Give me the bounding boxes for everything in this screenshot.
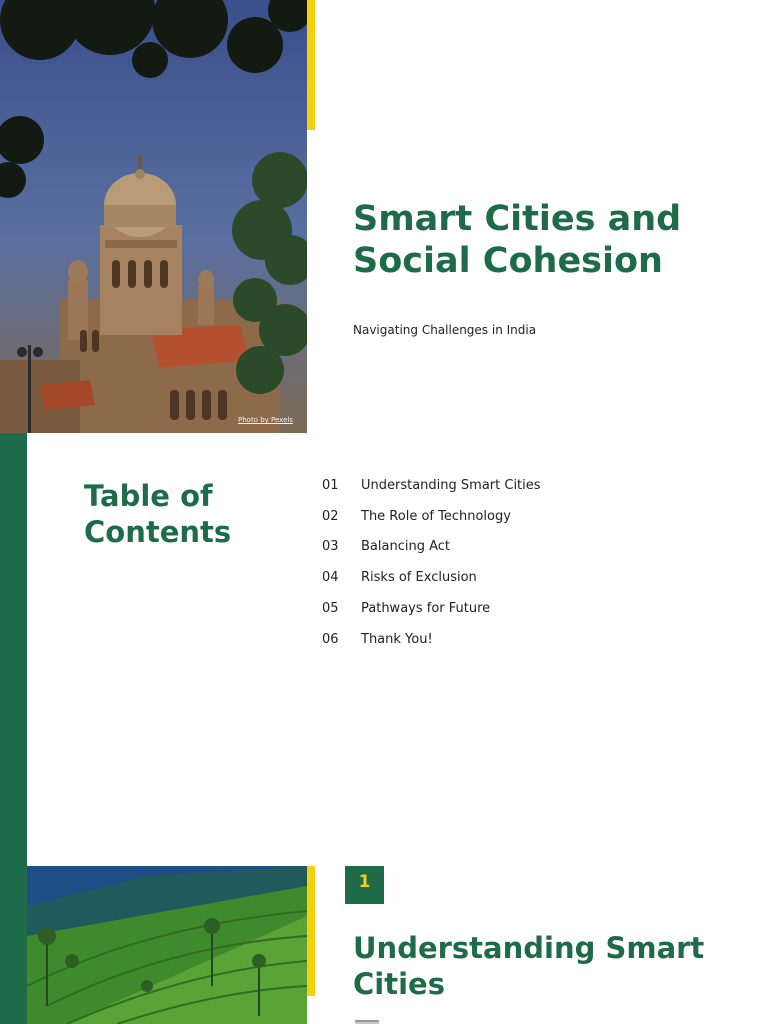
tea-plantation-illustration <box>27 866 307 1024</box>
accent-bar <box>307 0 315 130</box>
toc-list <box>322 470 742 655</box>
cover-subtitle: Navigating Challenges in India <box>353 323 537 337</box>
toc-item-label: Thank You! <box>361 631 433 647</box>
toc-item-number: 01 <box>322 477 339 493</box>
cover-photo <box>0 0 307 433</box>
toc-item[interactable] <box>322 501 742 532</box>
toc-item-number: 02 <box>322 508 339 524</box>
section-title: Understanding Smart Cities <box>353 931 705 1001</box>
section-icon <box>355 1020 379 1024</box>
accent-bar <box>307 866 315 996</box>
toc-item-label: Risks of Exclusion <box>361 570 477 586</box>
section-photo <box>27 866 307 1024</box>
toc-item[interactable] <box>322 624 742 655</box>
toc-item-number: 03 <box>322 539 339 555</box>
building-illustration <box>0 0 307 433</box>
toc-item-number: 04 <box>322 570 339 586</box>
toc-item-label: Balancing Act <box>361 539 450 555</box>
toc-item[interactable] <box>322 593 742 624</box>
toc-item-number: 06 <box>322 631 339 647</box>
section-number-badge: 1 <box>345 866 384 904</box>
toc-item-label: The Role of Technology <box>361 508 511 524</box>
toc-item-label: Pathways for Future <box>361 601 491 617</box>
toc-item[interactable] <box>322 562 742 593</box>
cover-title: Smart Cities and Social Cohesion <box>353 199 682 281</box>
side-accent-strip <box>0 433 27 1024</box>
photo-credit[interactable]: Photo by Pexels <box>238 416 293 424</box>
toc-item[interactable] <box>322 532 742 563</box>
toc-item-number: 05 <box>322 601 339 617</box>
toc-item-label: Understanding Smart Cities <box>361 477 541 493</box>
toc-item[interactable] <box>322 470 742 501</box>
toc-heading: Table of Contents <box>84 479 232 549</box>
